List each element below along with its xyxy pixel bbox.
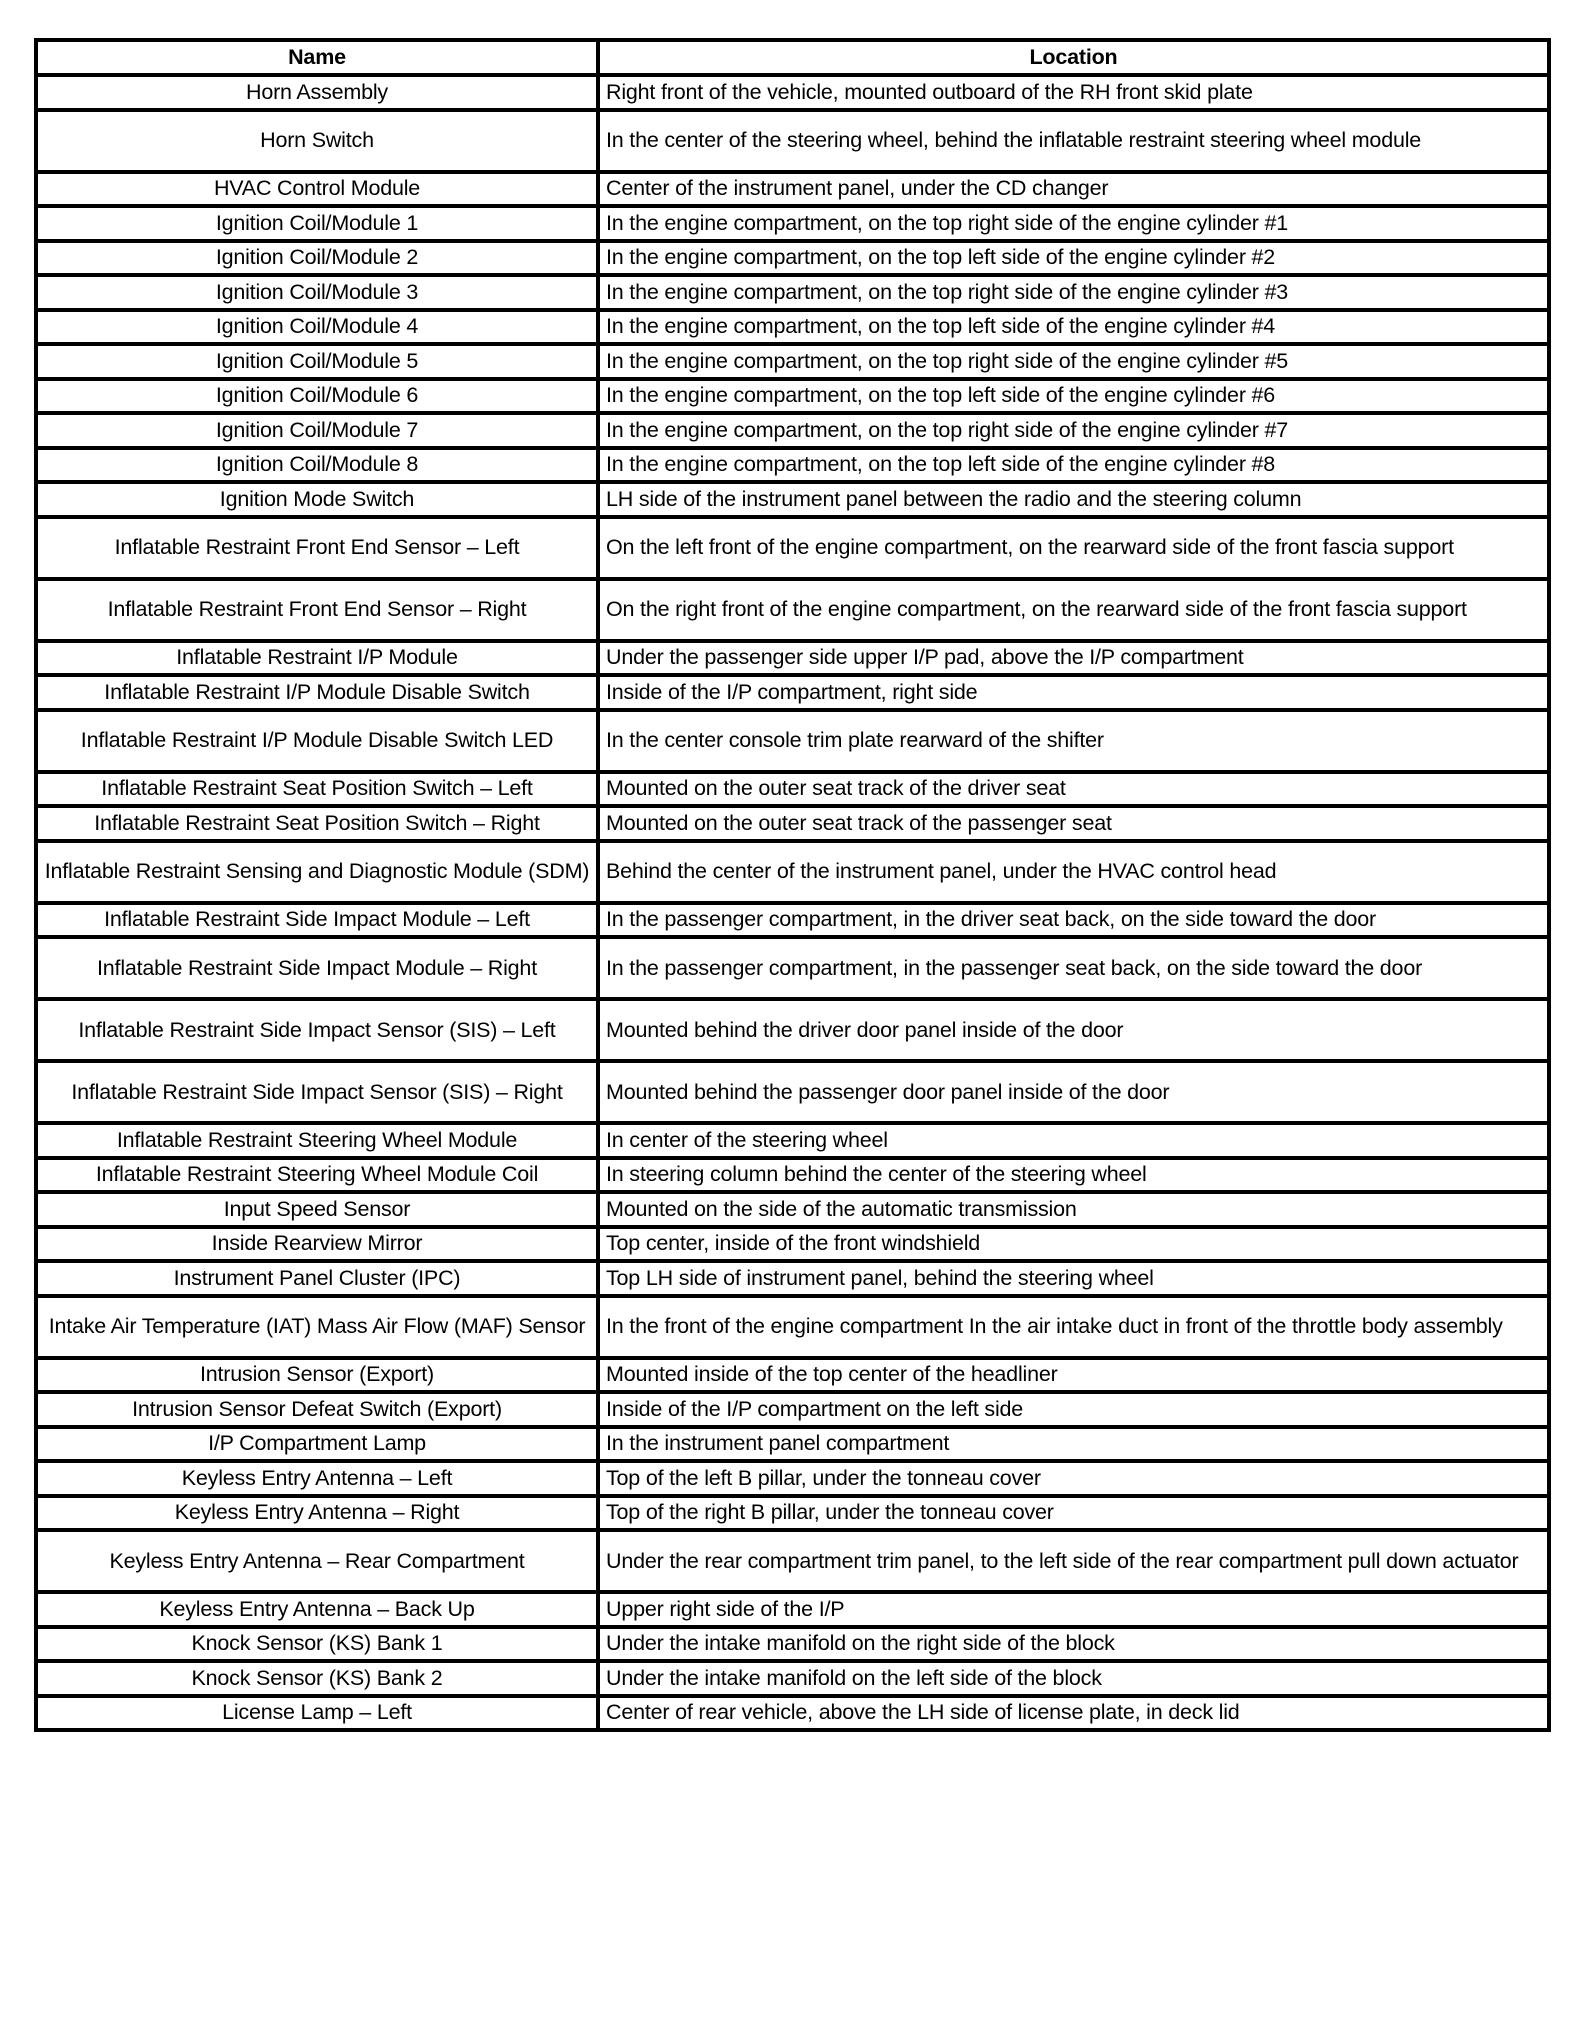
component-location-cell: Under the passenger side upper I/P pad, above the I/P compartment (598, 641, 1549, 676)
header-name: Name (36, 40, 598, 75)
component-location-cell: Top of the right B pillar, under the tonneau cover (598, 1496, 1549, 1531)
component-location-cell: In the center of the steering wheel, behind the inflatable restraint steering wheel module (598, 110, 1549, 172)
component-name-cell: License Lamp – Left (36, 1696, 598, 1731)
component-name-cell: Inflatable Restraint Side Impact Sensor (SIS) – Left (36, 999, 598, 1061)
component-name-cell: Inflatable Restraint Seat Position Switch – Right (36, 806, 598, 841)
component-name-cell: Horn Assembly (36, 75, 598, 110)
table-row (36, 710, 1549, 772)
table-row (36, 110, 1549, 172)
component-location-cell: In the passenger compartment, in the passenger seat back, on the side toward the door (598, 937, 1549, 999)
component-location-cell: Right front of the vehicle, mounted outboard of the RH front skid plate (598, 75, 1549, 110)
table-row (36, 448, 1549, 483)
component-location-cell: Top center, inside of the front windshield (598, 1227, 1549, 1262)
component-location-cell: On the left front of the engine compartment, on the rearward side of the front fascia support (598, 517, 1549, 579)
table-row (36, 482, 1549, 517)
header-location: Location (598, 40, 1549, 75)
table-row (36, 379, 1549, 414)
table-row (36, 903, 1549, 938)
table-header-row (36, 40, 1549, 75)
table-row (36, 641, 1549, 676)
component-location-cell: LH side of the instrument panel between the radio and the steering column (598, 482, 1549, 517)
table-row (36, 75, 1549, 110)
component-location-cell: In the engine compartment, on the top left side of the engine cylinder #8 (598, 448, 1549, 483)
component-name-cell: Instrument Panel Cluster (IPC) (36, 1261, 598, 1296)
component-location-cell: Mounted on the outer seat track of the driver seat (598, 772, 1549, 807)
component-name-cell: Intrusion Sensor Defeat Switch (Export) (36, 1392, 598, 1427)
component-name-cell: Inflatable Restraint Side Impact Sensor (SIS) – Right (36, 1061, 598, 1123)
component-location-cell: Center of the instrument panel, under the CD changer (598, 172, 1549, 207)
table-row (36, 999, 1549, 1061)
table-row (36, 1696, 1549, 1731)
component-name-cell: Inflatable Restraint Front End Sensor – Left (36, 517, 598, 579)
table-row (36, 1227, 1549, 1262)
component-location-cell: In the engine compartment, on the top left side of the engine cylinder #6 (598, 379, 1549, 414)
component-location-cell: Under the intake manifold on the left side of the block (598, 1661, 1549, 1696)
component-location-cell: Center of rear vehicle, above the LH side of license plate, in deck lid (598, 1696, 1549, 1731)
component-name-cell: Intake Air Temperature (IAT) Mass Air Flow (MAF) Sensor (36, 1296, 598, 1358)
table-row (36, 1192, 1549, 1227)
component-name-cell: Knock Sensor (KS) Bank 1 (36, 1627, 598, 1662)
component-location-cell: Under the rear compartment trim panel, to the left side of the rear compartment pull down actuator (598, 1530, 1549, 1592)
component-location-cell: In the passenger compartment, in the driver seat back, on the side toward the door (598, 903, 1549, 938)
component-location-cell: Mounted on the side of the automatic transmission (598, 1192, 1549, 1227)
table-row (36, 1158, 1549, 1193)
component-name-cell: Input Speed Sensor (36, 1192, 598, 1227)
component-location-cell: In the engine compartment, on the top left side of the engine cylinder #4 (598, 310, 1549, 345)
table-row (36, 310, 1549, 345)
component-name-cell: Inflatable Restraint Steering Wheel Module (36, 1123, 598, 1158)
component-location-cell: Top LH side of instrument panel, behind the steering wheel (598, 1261, 1549, 1296)
component-location-cell: In the engine compartment, on the top left side of the engine cylinder #2 (598, 241, 1549, 276)
component-location-cell: Mounted on the outer seat track of the passenger seat (598, 806, 1549, 841)
table-row (36, 172, 1549, 207)
component-location-cell: Mounted inside of the top center of the headliner (598, 1358, 1549, 1393)
component-location-cell: Top of the left B pillar, under the tonneau cover (598, 1461, 1549, 1496)
component-location-cell: In the engine compartment, on the top right side of the engine cylinder #7 (598, 413, 1549, 448)
component-name-cell: Ignition Coil/Module 5 (36, 344, 598, 379)
component-name-cell: Keyless Entry Antenna – Right (36, 1496, 598, 1531)
component-name-cell: Ignition Coil/Module 1 (36, 206, 598, 241)
component-location-cell: In the engine compartment, on the top right side of the engine cylinder #3 (598, 275, 1549, 310)
table-row (36, 1661, 1549, 1696)
component-name-cell: Inflatable Restraint Side Impact Module – Right (36, 937, 598, 999)
table-row (36, 517, 1549, 579)
component-location-cell: On the right front of the engine compartment, on the rearward side of the front fascia support (598, 579, 1549, 641)
table-row (36, 344, 1549, 379)
table-row (36, 1461, 1549, 1496)
component-location-cell: In the center console trim plate rearward of the shifter (598, 710, 1549, 772)
table-body (36, 75, 1549, 1730)
table-row (36, 806, 1549, 841)
component-location-cell: In the instrument panel compartment (598, 1427, 1549, 1462)
table-row (36, 1427, 1549, 1462)
component-name-cell: Ignition Coil/Module 7 (36, 413, 598, 448)
component-location-cell: In the engine compartment, on the top right side of the engine cylinder #5 (598, 344, 1549, 379)
table-row (36, 1358, 1549, 1393)
component-location-cell: In center of the steering wheel (598, 1123, 1549, 1158)
table-row (36, 413, 1549, 448)
table-row (36, 1296, 1549, 1358)
component-name-cell: Ignition Coil/Module 6 (36, 379, 598, 414)
component-name-cell: Keyless Entry Antenna – Left (36, 1461, 598, 1496)
table-row (36, 675, 1549, 710)
component-name-cell: Inflatable Restraint I/P Module Disable Switch LED (36, 710, 598, 772)
table-row (36, 841, 1549, 903)
table-row (36, 1261, 1549, 1296)
table-row (36, 579, 1549, 641)
component-name-cell: Inflatable Restraint Steering Wheel Module Coil (36, 1158, 598, 1193)
table-row (36, 1627, 1549, 1662)
component-name-cell: Inflatable Restraint Sensing and Diagnostic Module (SDM) (36, 841, 598, 903)
component-location-cell: In the engine compartment, on the top right side of the engine cylinder #1 (598, 206, 1549, 241)
table-row (36, 937, 1549, 999)
table-row (36, 772, 1549, 807)
component-name-cell: Inside Rearview Mirror (36, 1227, 598, 1262)
table-row (36, 1530, 1549, 1592)
table-row (36, 1392, 1549, 1427)
table-row (36, 1592, 1549, 1627)
component-location-cell: In steering column behind the center of the steering wheel (598, 1158, 1549, 1193)
component-name-cell: I/P Compartment Lamp (36, 1427, 598, 1462)
component-location-table (34, 38, 1551, 1732)
component-name-cell: Ignition Coil/Module 4 (36, 310, 598, 345)
component-name-cell: Inflatable Restraint Front End Sensor – Right (36, 579, 598, 641)
component-name-cell: Horn Switch (36, 110, 598, 172)
component-name-cell: HVAC Control Module (36, 172, 598, 207)
table-row (36, 206, 1549, 241)
component-name-cell: Knock Sensor (KS) Bank 2 (36, 1661, 598, 1696)
component-location-cell: Upper right side of the I/P (598, 1592, 1549, 1627)
table-row (36, 275, 1549, 310)
component-location-cell: Under the intake manifold on the right side of the block (598, 1627, 1549, 1662)
component-name-cell: Intrusion Sensor (Export) (36, 1358, 598, 1393)
table-row (36, 1061, 1549, 1123)
table-row (36, 1123, 1549, 1158)
component-name-cell: Ignition Coil/Module 3 (36, 275, 598, 310)
component-name-cell: Ignition Coil/Module 2 (36, 241, 598, 276)
component-location-cell: In the front of the engine compartment In the air intake duct in front of the throttle body assembly (598, 1296, 1549, 1358)
component-location-cell: Mounted behind the driver door panel inside of the door (598, 999, 1549, 1061)
component-location-table-container (34, 38, 1547, 1732)
component-name-cell: Ignition Mode Switch (36, 482, 598, 517)
component-name-cell: Ignition Coil/Module 8 (36, 448, 598, 483)
component-name-cell: Inflatable Restraint I/P Module Disable Switch (36, 675, 598, 710)
table-row (36, 1496, 1549, 1531)
component-name-cell: Keyless Entry Antenna – Back Up (36, 1592, 598, 1627)
component-location-cell: Behind the center of the instrument panel, under the HVAC control head (598, 841, 1549, 903)
component-name-cell: Inflatable Restraint Seat Position Switch – Left (36, 772, 598, 807)
component-location-cell: Inside of the I/P compartment, right side (598, 675, 1549, 710)
component-location-cell: Inside of the I/P compartment on the left side (598, 1392, 1549, 1427)
component-location-cell: Mounted behind the passenger door panel inside of the door (598, 1061, 1549, 1123)
table-row (36, 241, 1549, 276)
component-name-cell: Keyless Entry Antenna – Rear Compartment (36, 1530, 598, 1592)
component-name-cell: Inflatable Restraint I/P Module (36, 641, 598, 676)
component-name-cell: Inflatable Restraint Side Impact Module – Left (36, 903, 598, 938)
